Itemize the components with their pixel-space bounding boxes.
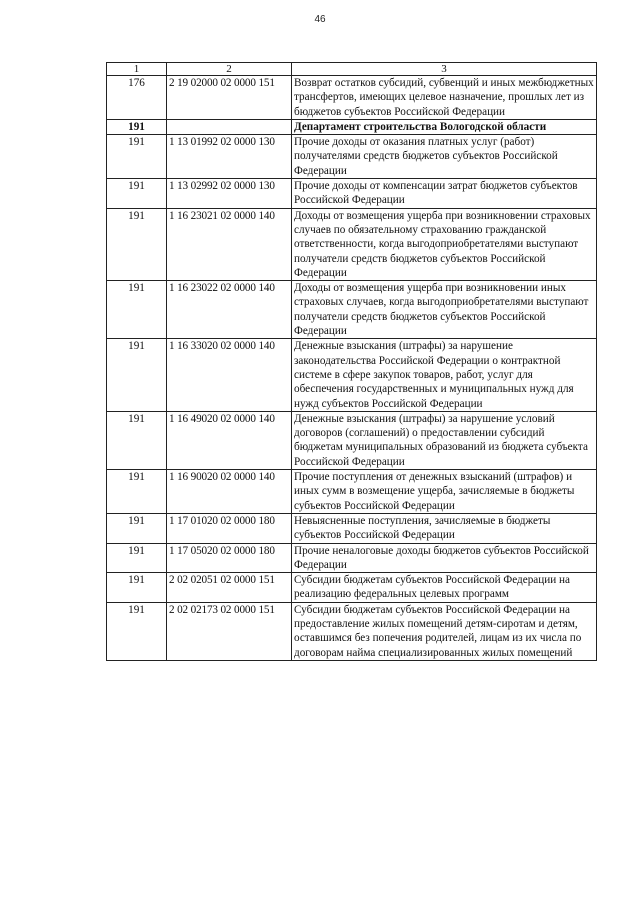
admin-code-cell: 191 <box>107 573 167 603</box>
revenue-code-cell: 1 17 05020 02 0000 180 <box>167 543 292 573</box>
revenue-name-cell: Департамент строительства Вологодской области <box>292 119 597 134</box>
revenue-name-cell: Субсидии бюджетам субъектов Российской Федерации на реализацию федеральных целевых программ <box>292 573 597 603</box>
table-row <box>107 543 597 573</box>
revenue-code-cell: 1 13 01992 02 0000 130 <box>167 135 292 179</box>
admin-code-cell: 191 <box>107 543 167 573</box>
revenue-name-cell: Прочие доходы от компенсации затрат бюджетов субъектов Российской Федерации <box>292 179 597 209</box>
table-row <box>107 513 597 543</box>
revenue-code-cell: 2 02 02051 02 0000 151 <box>167 573 292 603</box>
admin-code-cell: 191 <box>107 281 167 339</box>
admin-code-cell: 191 <box>107 119 167 134</box>
revenue-code-cell: 1 13 02992 02 0000 130 <box>167 179 292 209</box>
revenue-name-cell: Прочие доходы от оказания платных услуг (работ) получателями средств бюджетов субъектов Российской Федерации <box>292 135 597 179</box>
revenue-code-cell: 2 19 02000 02 0000 151 <box>167 76 292 120</box>
table-row <box>107 281 597 339</box>
admin-code-cell: 191 <box>107 513 167 543</box>
admin-code-cell: 176 <box>107 76 167 120</box>
table-row <box>107 179 597 209</box>
admin-code-cell: 191 <box>107 470 167 514</box>
revenue-code-cell: 1 16 90020 02 0000 140 <box>167 470 292 514</box>
admin-code-cell: 191 <box>107 602 167 660</box>
revenue-code-cell: 1 16 49020 02 0000 140 <box>167 411 292 469</box>
revenue-code-cell: 1 16 23021 02 0000 140 <box>167 208 292 280</box>
admin-code-cell: 191 <box>107 135 167 179</box>
column-header-1: 1 <box>107 63 167 76</box>
table-row <box>107 573 597 603</box>
revenue-name-cell: Прочие неналоговые доходы бюджетов субъектов Российской Федерации <box>292 543 597 573</box>
revenue-name-cell: Субсидии бюджетам субъектов Российской Федерации на предоставление жилых помещений детям-сиротам и детям, оставшимся без попечения родителей, лицам из их числа по договорам найма специализированных жилых помещений <box>292 602 597 660</box>
column-header-2: 2 <box>167 63 292 76</box>
revenue-code-cell: 1 16 23022 02 0000 140 <box>167 281 292 339</box>
revenue-name-cell: Доходы от возмещения ущерба при возникновении страховых случаев по обязательному страхованию гражданской ответственности, когда выгодоприобретателями выступают получатели средств бюджетов субъектов Российской Федерации <box>292 208 597 280</box>
table-row <box>107 76 597 120</box>
table-row <box>107 135 597 179</box>
revenue-name-cell: Невыясненные поступления, зачисляемые в бюджеты субъектов Российской Федерации <box>292 513 597 543</box>
revenue-name-cell: Денежные взыскания (штрафы) за нарушение законодательства Российской Федерации о контрактной системе в сфере закупок товаров, работ, услуг для обеспечения государственных и муниципальных нужд для нужд субъектов Российской Федерации <box>292 339 597 411</box>
revenue-code-cell <box>167 119 292 134</box>
revenue-name-cell: Возврат остатков субсидий, субвенций и иных межбюджетных трансфертов, имеющих целевое назначение, прошлых лет из бюджетов субъектов Российской Федерации <box>292 76 597 120</box>
table-header-row <box>107 63 597 76</box>
page-number: 46 <box>314 14 326 25</box>
revenue-code-cell: 1 16 33020 02 0000 140 <box>167 339 292 411</box>
admin-code-cell: 191 <box>107 208 167 280</box>
table-row <box>107 470 597 514</box>
admin-code-cell: 191 <box>107 411 167 469</box>
revenue-code-cell: 1 17 01020 02 0000 180 <box>167 513 292 543</box>
table-row <box>107 411 597 469</box>
revenue-codes-table <box>106 62 597 661</box>
admin-code-cell: 191 <box>107 339 167 411</box>
table-row <box>107 602 597 660</box>
table-row <box>107 339 597 411</box>
admin-code-cell: 191 <box>107 179 167 209</box>
table-row <box>107 208 597 280</box>
revenue-name-cell: Доходы от возмещения ущерба при возникновении иных страховых случаев, когда выгодоприобретателями выступают получатели средств бюджетов субъектов Российской Федерации <box>292 281 597 339</box>
department-row <box>107 119 597 134</box>
revenue-name-cell: Прочие поступления от денежных взысканий (штрафов) и иных сумм в возмещение ущерба, зачисляемые в бюджеты субъектов Российской Федерации <box>292 470 597 514</box>
column-header-3: 3 <box>292 63 597 76</box>
revenue-code-cell: 2 02 02173 02 0000 151 <box>167 602 292 660</box>
revenue-name-cell: Денежные взыскания (штрафы) за нарушение условий договоров (соглашений) о предоставлении субсидий бюджетам муниципальных образований из бюджета субъекта Российской Федерации <box>292 411 597 469</box>
